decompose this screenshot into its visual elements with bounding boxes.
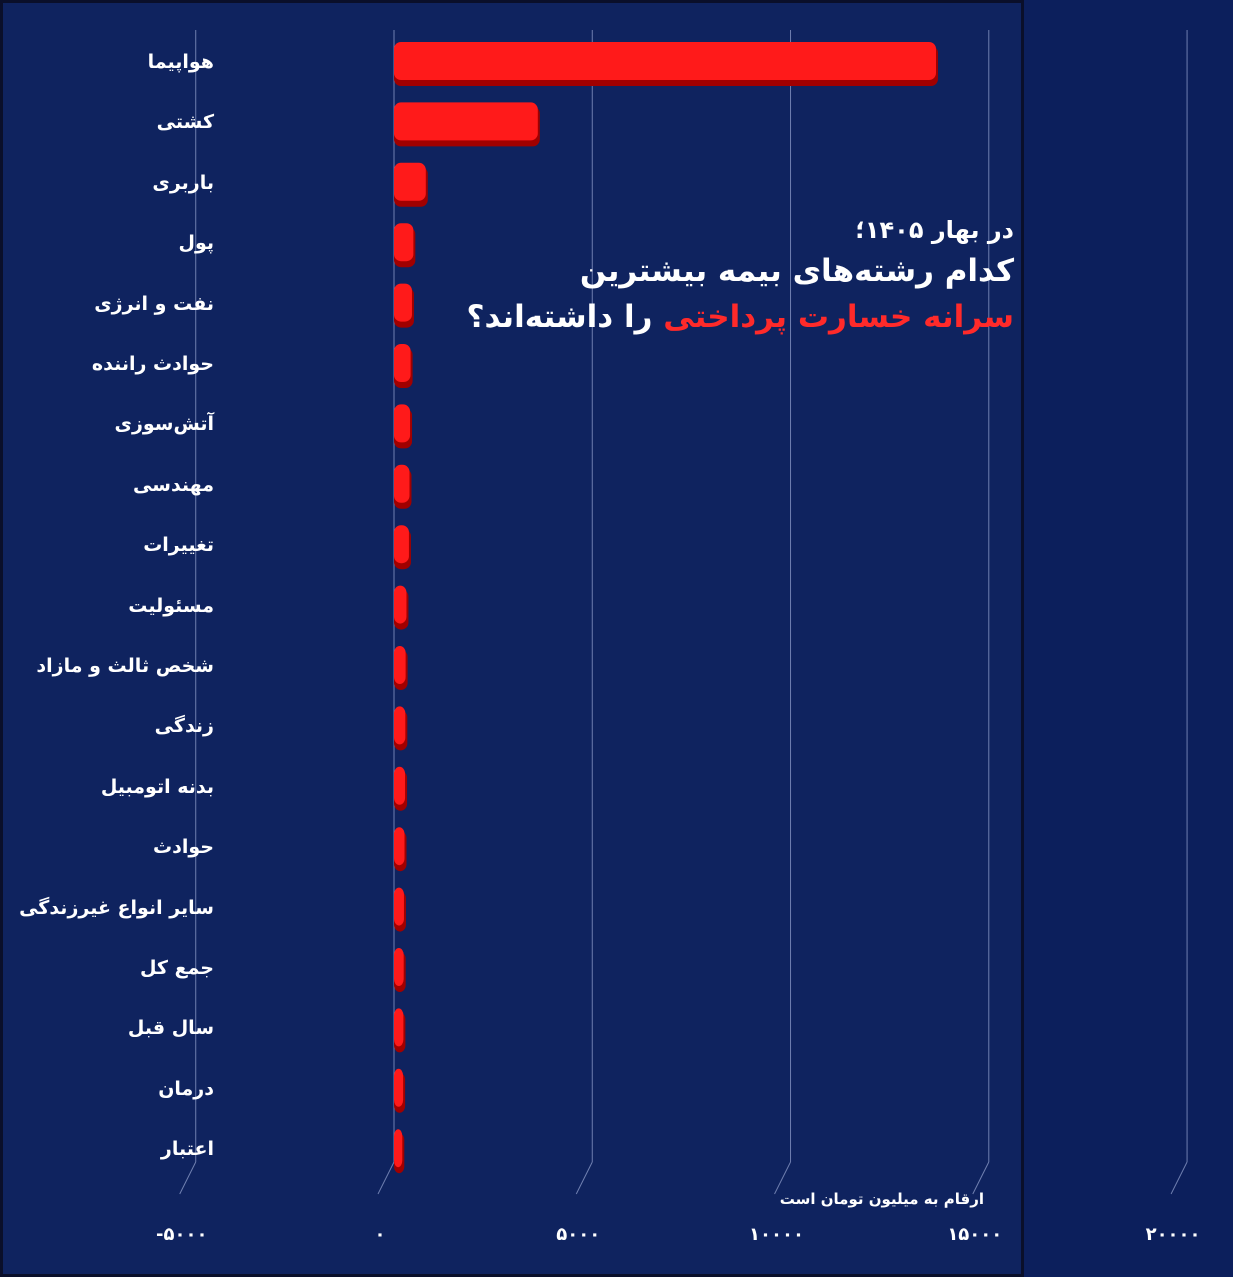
bar-face: [394, 586, 406, 624]
bar: [394, 1008, 405, 1052]
tick-label: ۰: [374, 1224, 386, 1245]
headline-line-3-rest: را داشته‌اند؟: [466, 299, 664, 335]
headline-accent: سرانه خسارت پرداختی: [663, 299, 1014, 335]
bar-face: [394, 1069, 403, 1107]
bar-face: [394, 1129, 402, 1167]
tick-label: ۲۰۰۰۰: [1145, 1224, 1201, 1245]
bar: [394, 827, 407, 871]
bar-face: [394, 888, 404, 926]
unit-note: ارقام به میلیون تومان است: [779, 1190, 984, 1208]
bar: [394, 465, 411, 509]
bar-face: [394, 706, 405, 744]
bar-face: [394, 465, 409, 503]
category-label: کشتی: [156, 111, 214, 134]
headline: [374, 212, 1014, 340]
category-label: مهندسی: [133, 473, 214, 496]
grid-line-foot: [576, 1162, 592, 1194]
bar: [394, 163, 428, 207]
headline-line-1: در بهار ۱۴۰۵؛: [855, 216, 1014, 244]
grid-line-foot: [180, 1162, 196, 1194]
grid-line-foot: [1171, 1162, 1187, 1194]
bar-face: [394, 344, 411, 382]
tick-label: ۱۵۰۰۰: [947, 1224, 1003, 1245]
category-label: تغییرات: [143, 534, 214, 557]
category-label: نفت و انرژی: [94, 292, 214, 315]
bar-face: [394, 42, 936, 80]
category-label: سال قبل: [127, 1017, 214, 1040]
bar-face: [394, 163, 426, 201]
category-label: مسئولیت: [128, 594, 214, 617]
bar-face: [394, 767, 405, 805]
category-label: سایر انواع غیرزندگی: [19, 896, 214, 919]
bar: [394, 586, 408, 630]
grid-lines: [180, 30, 1187, 1194]
bar: [394, 1129, 404, 1173]
category-label: حوادث راننده: [91, 353, 214, 375]
bar-face: [394, 525, 409, 563]
category-label: هواپیما: [147, 51, 214, 73]
bar: [394, 888, 406, 932]
bar-face: [394, 102, 538, 140]
bar: [394, 706, 407, 750]
bar: [394, 767, 407, 811]
bar: [394, 646, 408, 690]
bar-face: [394, 1008, 403, 1046]
category-label: حوادث: [153, 836, 214, 859]
bar: [394, 344, 413, 388]
category-label: شخص ثالث و مازاد: [36, 655, 214, 677]
category-label: درمان: [158, 1077, 214, 1100]
bar: [394, 404, 412, 448]
category-label: باربری: [152, 171, 214, 194]
bar-face: [394, 827, 405, 865]
category-label: زندگی: [154, 715, 214, 738]
grid-line-foot: [378, 1162, 394, 1194]
category-label: بدنه اتومبیل: [100, 775, 214, 798]
bar: [394, 1069, 405, 1113]
category-label: اعتبار: [160, 1138, 214, 1161]
tick-label: -۵۰۰۰: [156, 1224, 208, 1245]
category-label: آتش‌سوزی: [114, 413, 214, 436]
bar-face: [394, 948, 404, 986]
headline-line-3: [374, 294, 1014, 340]
bar-face: [394, 646, 406, 684]
bar: [394, 102, 540, 146]
category-label: جمع کل: [139, 957, 214, 979]
bar: [394, 525, 411, 569]
bar: [394, 948, 406, 992]
tick-label: ۱۰۰۰۰: [749, 1224, 804, 1245]
bar: [394, 42, 938, 86]
tick-label: ۵۰۰۰: [556, 1224, 601, 1245]
category-label: پول: [178, 232, 214, 255]
bar-face: [394, 404, 410, 442]
headline-line-2: کدام رشته‌های بیمه بیشترین: [579, 253, 1014, 289]
